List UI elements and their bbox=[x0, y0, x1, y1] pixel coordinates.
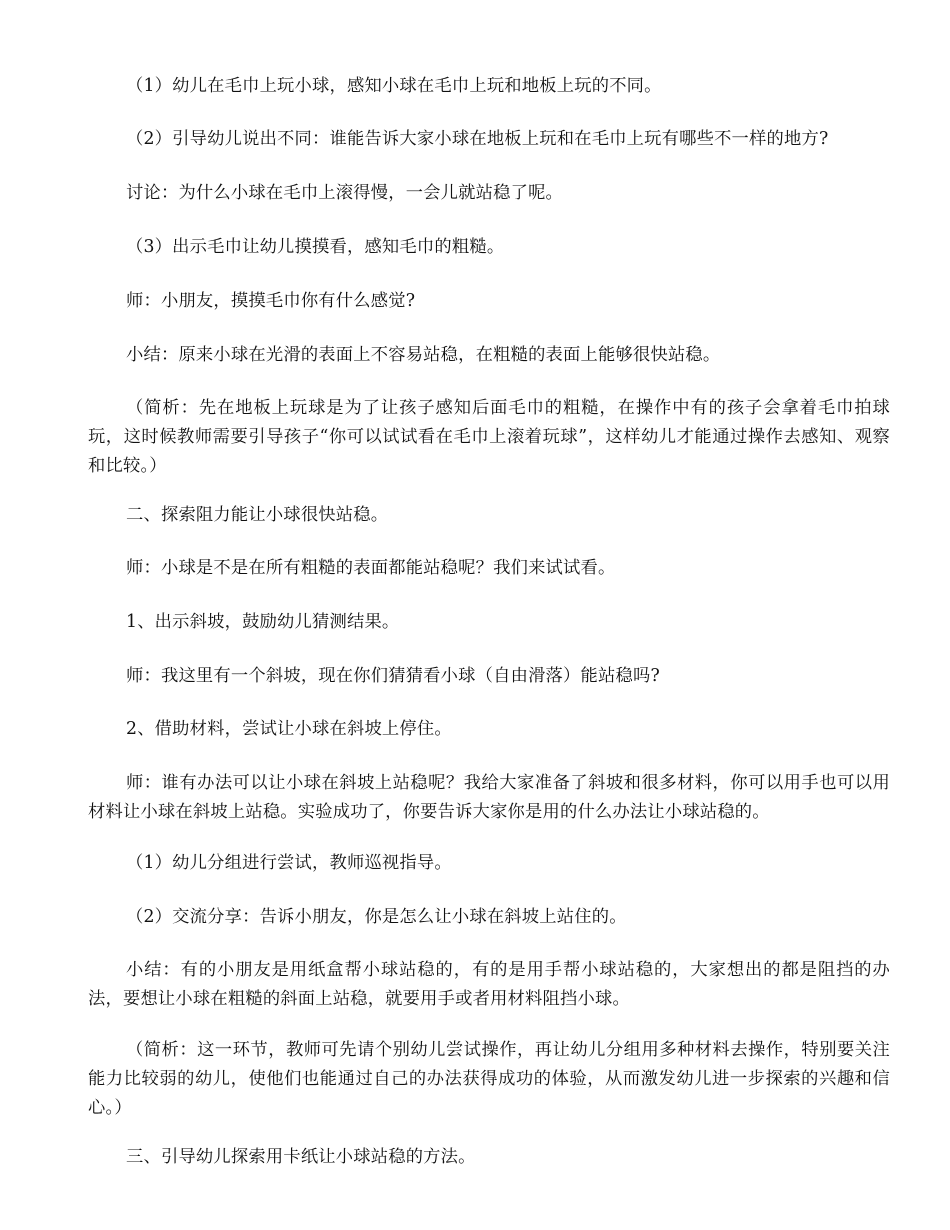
paragraph-7: （简析：先在地板上玩球是为了让孩子感知后面毛巾的粗糙，在操作中有的孩子会拿着毛巾拍球玩，这时候教师需要引导孩子“你可以试试看在毛巾上滚着玩球”，这样幼儿才能通过操作去感知、观察和比较。） bbox=[88, 398, 890, 476]
paragraph-13: 师：谁有办法可以让小球在斜坡上站稳呢？我给大家准备了斜坡和很多材料，你可以用手也可以用材料让小球在斜坡上站稳。实验成功了，你要告诉大家你是用的什么办法让小球站稳的。 bbox=[88, 773, 890, 822]
paragraph-18: 三、引导幼儿探索用卡纸让小球站稳的方法。 bbox=[126, 1147, 476, 1167]
paragraph-16: 小结：有的小朋友是用纸盒帮小球站稳的，有的是用手帮小球站稳的，大家想出的都是阻挡的办法，要想让小球在粗糙的斜面上站稳，就要用手或者用材料阻挡小球。 bbox=[88, 960, 890, 1009]
paragraph-4: （3）出示毛巾让幼儿摸摸看，感知毛巾的粗糙。 bbox=[126, 237, 505, 257]
paragraph-1: （1）幼儿在毛巾上玩小球，感知小球在毛巾上玩和地板上玩的不同。 bbox=[126, 76, 662, 96]
paragraph-6: 小结：原来小球在光滑的表面上不容易站稳，在粗糙的表面上能够很快站稳。 bbox=[126, 345, 721, 365]
paragraph-5: 师：小朋友，摸摸毛巾你有什么感觉? bbox=[126, 291, 416, 311]
paragraph-12: 2、借助材料，尝试让小球在斜坡上停住。 bbox=[126, 719, 452, 739]
paragraph-8: 二、探索阻力能让小球很快站稳。 bbox=[126, 505, 389, 525]
paragraph-11: 师：我这里有一个斜坡，现在你们猜猜看小球（自由滑落）能站稳吗? bbox=[126, 666, 660, 686]
paragraph-3: 讨论：为什么小球在毛巾上滚得慢，一会儿就站稳了呢。 bbox=[126, 183, 564, 203]
paragraph-9: 师：小球是不是在所有粗糙的表面都能站稳呢？我们来试试看。 bbox=[126, 558, 616, 578]
paragraph-2: （2）引导幼儿说出不同：谁能告诉大家小球在地板上玩和在毛巾上玩有哪些不一样的地方? bbox=[126, 129, 829, 149]
paragraph-17: （简析：这一环节，教师可先请个别幼儿尝试操作，再让幼儿分组用多种材料去操作，特别要关注能力比较弱的幼儿，使他们也能通过自己的办法获得成功的体验，从而激发幼儿进一步探索的兴趣和信心。） bbox=[88, 1040, 890, 1118]
paragraph-15: （2）交流分享：告诉小朋友，你是怎么让小球在斜坡上站住的。 bbox=[126, 907, 627, 927]
paragraph-10: 1、出示斜坡，鼓励幼儿猜测结果。 bbox=[126, 612, 400, 632]
paragraph-14: （1）幼儿分组进行尝试，教师巡视指导。 bbox=[126, 853, 452, 873]
